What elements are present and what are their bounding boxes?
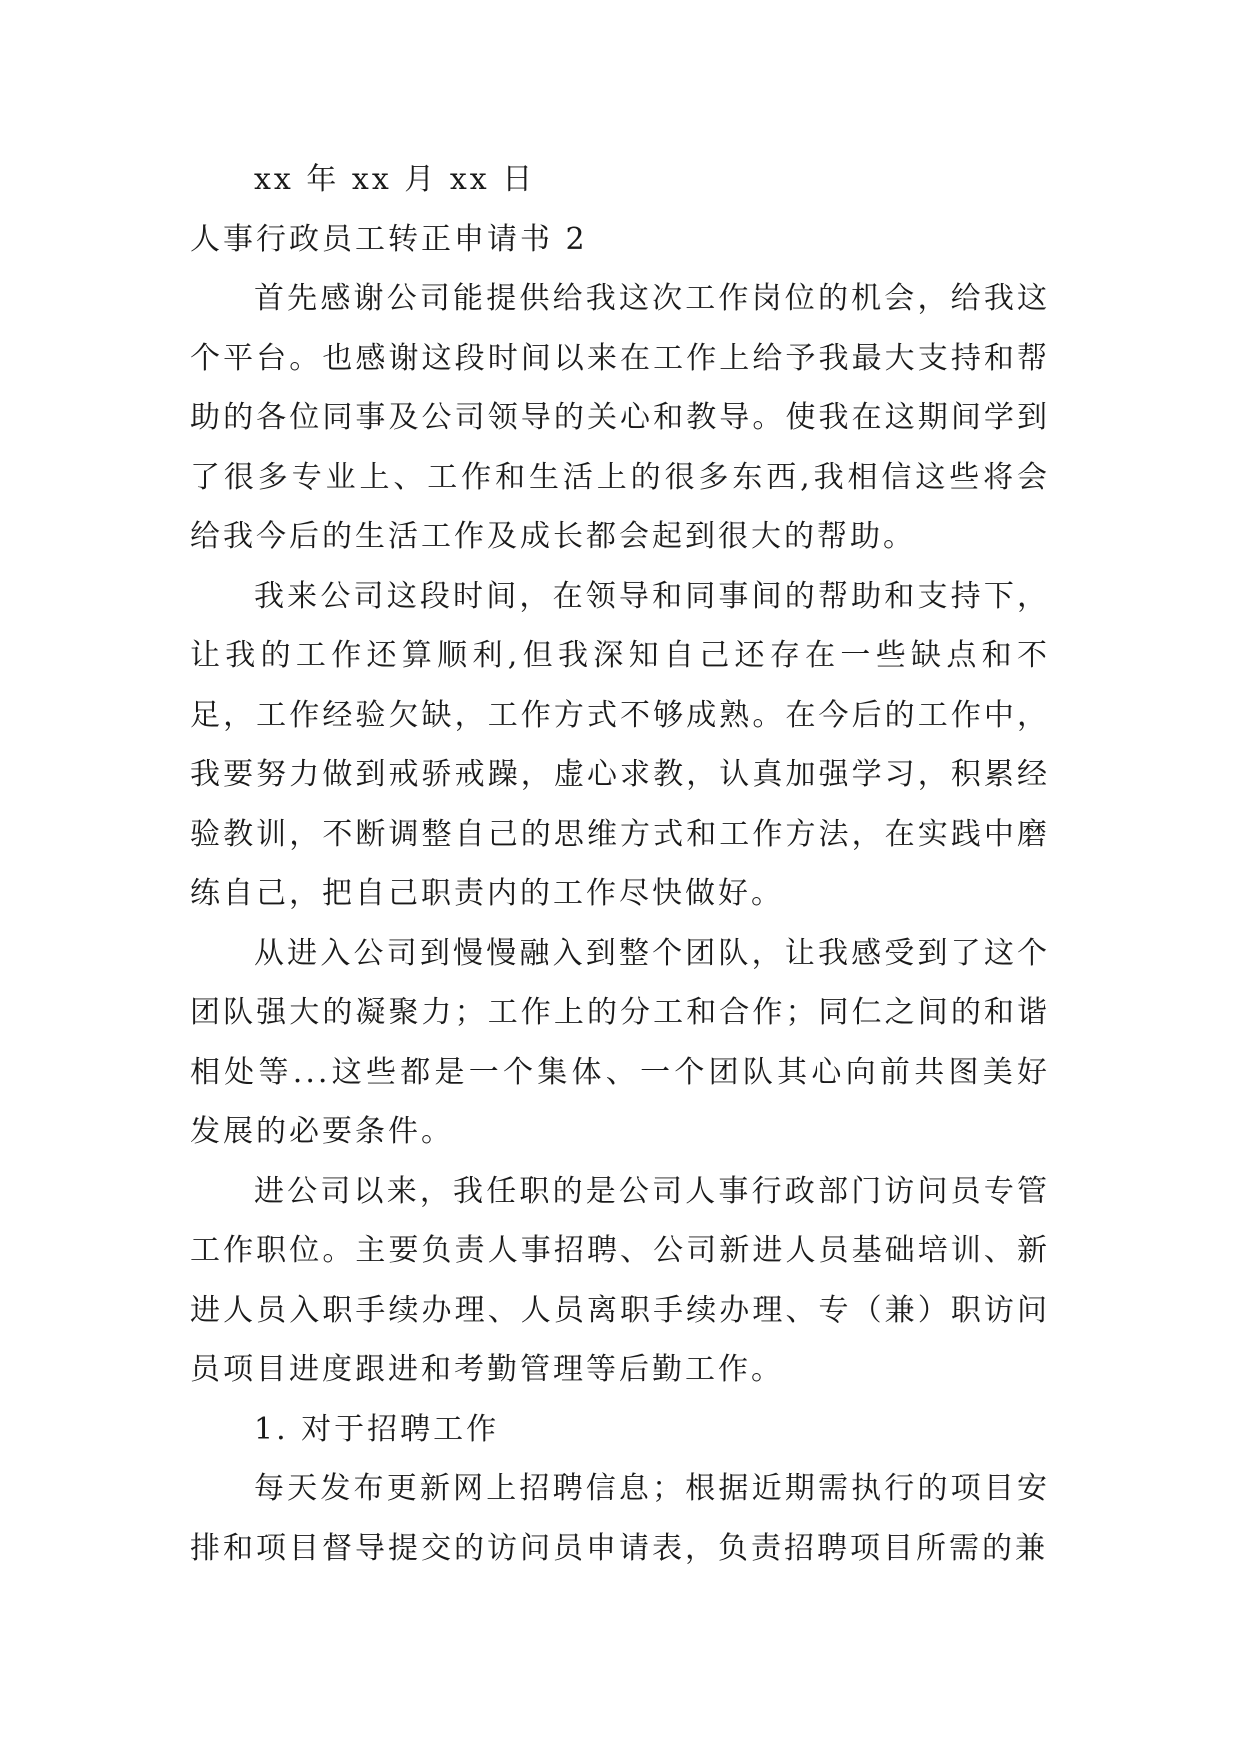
document-body [190,150,1050,1578]
paragraph-job-duties: 进公司以来，我任职的是公司人事行政部门访问员专管工作职位。主要负责人事招聘、公司新进人员基础培训、新进人员入职手续办理、人员离职手续办理、专（兼）职访问员项目进度跟进和考勤管理等后勤工作。 [190,1173,1050,1387]
date-line: xx 年 xx 月 xx 日 [254,162,536,197]
paragraph-self-assessment: 我来公司这段时间，在领导和同事间的帮助和支持下，让我的工作还算顺利,但我深知自己还存在一些缺点和不足，工作经验欠缺，工作方式不够成熟。在今后的工作中，我要努力做到戒骄戒躁，虚心求教，认真加强学习，积累经验教训，不断调整自己的思维方式和工作方法，在实践中磨练自己，把自己职责内的工作尽快做好。 [190,578,1050,911]
paragraph-thanks: 首先感谢公司能提供给我这次工作岗位的机会，给我这个平台。也感谢这段时间以来在工作上给予我最大支持和帮助的各位同事及公司领导的关心和教导。使我在这期间学到了很多专业上、工作和生活上的很多东西,我相信这些将会给我今后的生活工作及成长都会起到很大的帮助。 [190,281,1050,554]
paragraph-recruitment: 每天发布更新网上招聘信息；根据近期需执行的项目安排和项目督导提交的访问员申请表，负责招聘项目所需的兼 [190,1471,1050,1566]
paragraph-team: 从进入公司到慢慢融入到整个团队，让我感受到了这个团队强大的凝聚力；工作上的分工和合作；同仁之间的和谐相处等...这些都是一个集体、一个团队其心向前共图美好发展的必要条件。 [190,935,1050,1149]
document-title: 人事行政员工转正申请书 2 [190,221,588,257]
section-heading-recruitment: 1. 对于招聘工作 [254,1411,500,1447]
